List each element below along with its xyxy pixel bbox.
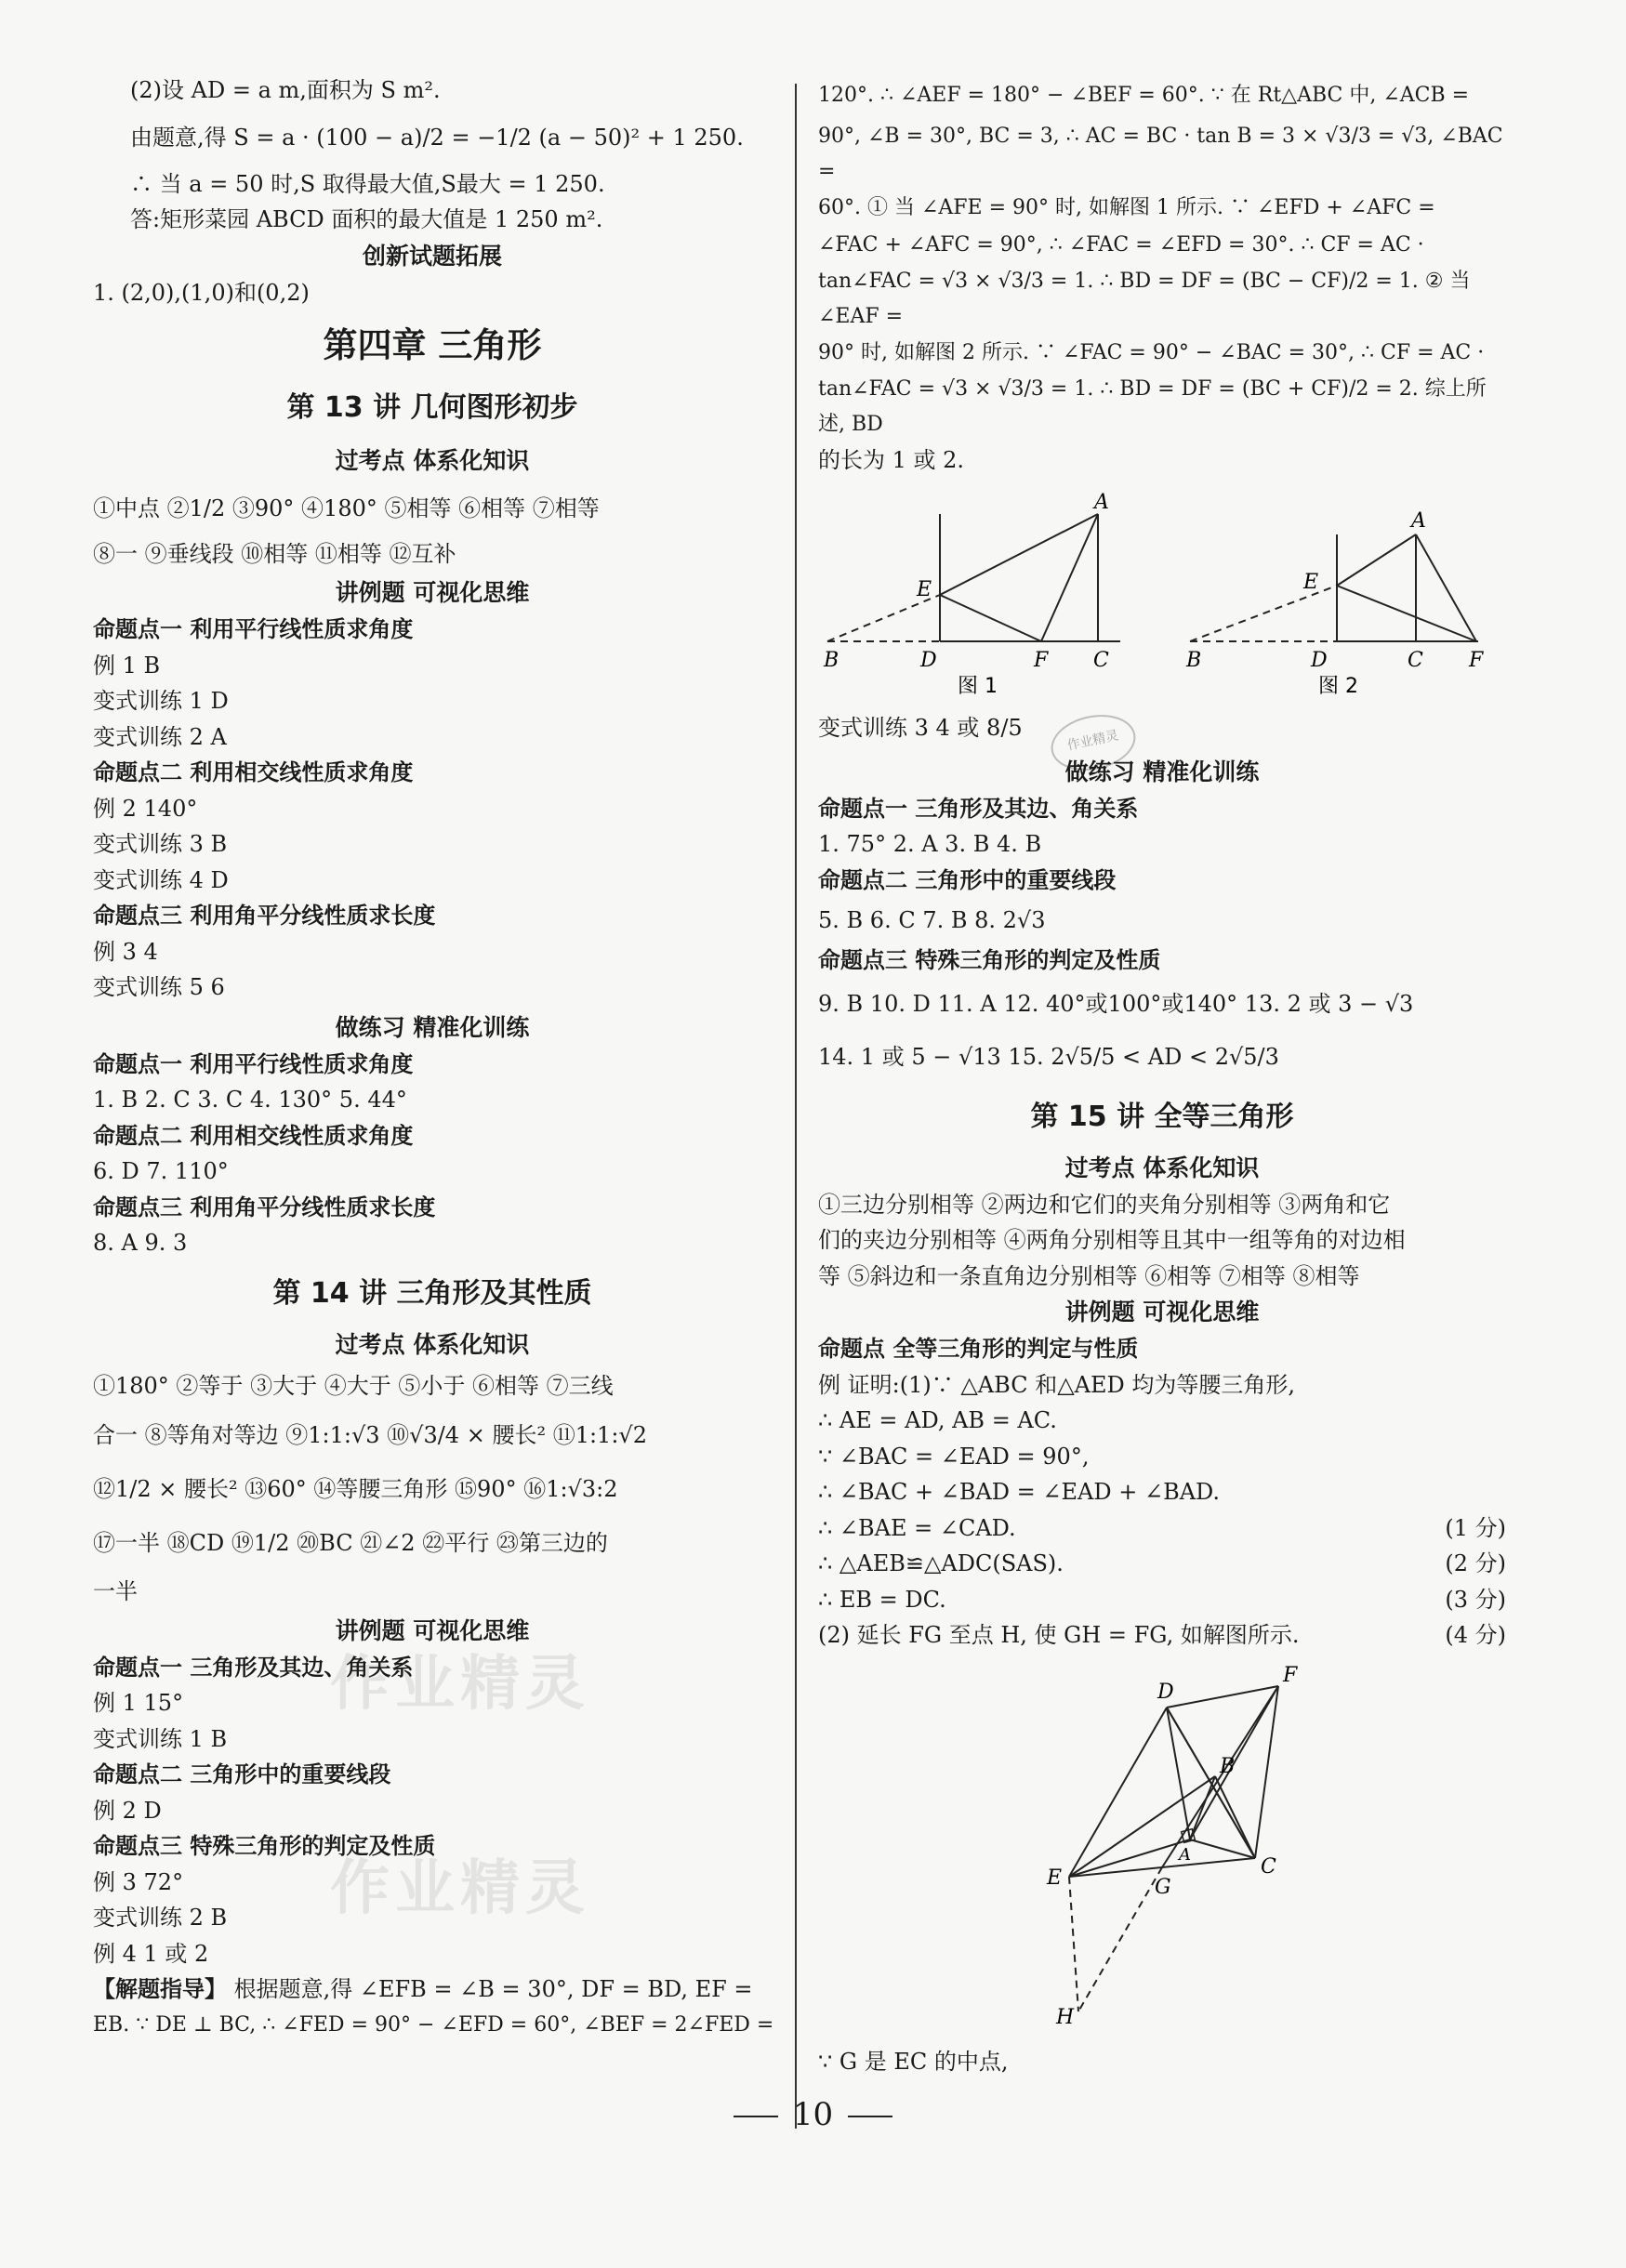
- section-title: 过考点 体系化知识: [1064, 1154, 1260, 1181]
- answer-line: 变式训练 2 B: [93, 1905, 228, 1931]
- proof-score: (1 分): [1445, 1514, 1506, 1541]
- proof-text: ∴ ∠BAC + ∠BAD = ∠EAD + ∠BAD.: [818, 1479, 1221, 1505]
- text-line: ∴ 当 a = 50 时,S 取得最大值,S最大 = 1 250.: [130, 170, 605, 197]
- topic-heading: 命题点三 特殊三角形的判定及性质: [93, 1833, 436, 1859]
- fig1-label-a: A: [1094, 490, 1109, 514]
- answer-line: 6. D 7. 110°: [93, 1158, 229, 1184]
- fig1-label-c: C: [1093, 648, 1109, 672]
- topic-heading: 命题点二 三角形中的重要线段: [818, 866, 1117, 893]
- answer-line: 变式训练 4 D: [93, 866, 229, 893]
- fig2-label-b: B: [1186, 648, 1202, 672]
- topic-heading: 命题点一 利用平行线性质求角度: [93, 616, 414, 642]
- answer-line: 例 3 72°: [93, 1868, 184, 1895]
- answer-line: 变式训练 3 4 或 8/5: [818, 714, 1023, 741]
- watermark-2: 作业精灵: [330, 1854, 590, 1923]
- proof-line: [818, 1403, 1506, 1439]
- topic-heading: 命题点三 利用角平分线性质求长度: [93, 903, 436, 929]
- guide-line: 90° 时, 如解图 2 所示. ∵ ∠FAC = 90° − ∠BAC = 30°, ∴ CF = AC ·: [818, 341, 1485, 364]
- section-title: 做练习 精准化训练: [335, 1013, 530, 1041]
- fig3-label-e: E: [1047, 1866, 1063, 1890]
- answer-line: 例 3 4: [93, 938, 158, 965]
- fig2-label-d: D: [1311, 648, 1328, 672]
- topic-heading: 命题点一 三角形及其边、角关系: [818, 795, 1139, 822]
- guide-line: [93, 1971, 772, 2008]
- text-line: 答:矩形菜园 ABCD 面积的最大值是 1 250 m².: [130, 206, 603, 232]
- text-line: ⑰一半 ⑱CD ⑲1/2 ⑳BC ㉑∠2 ㉒平行 ㉓第三边的: [93, 1529, 608, 1556]
- stamp: 作业精灵: [1046, 707, 1141, 778]
- proof-text: (2) 延长 FG 至点 H, 使 GH = FG, 如解图所示.: [818, 1622, 1300, 1648]
- answer-line: 例 2 140°: [93, 795, 198, 822]
- answer-line: 9. B 10. D 11. A 12. 40°或100°或140° 13. 2 或 3 − √3: [818, 990, 1414, 1017]
- fig2-label-c: C: [1408, 648, 1423, 672]
- section-title: 讲例题 可视化思维: [1064, 1299, 1260, 1325]
- fig1-caption: 图 1: [958, 674, 998, 698]
- proof-line: [818, 1617, 1506, 1654]
- topic-heading: 命题点一 利用平行线性质求角度: [93, 1050, 414, 1077]
- solution-figures: [818, 479, 1506, 702]
- text-line: 1. (2,0),(1,0)和(0,2): [93, 279, 310, 306]
- fig2-label-f: F: [1469, 648, 1484, 672]
- answer-line: 变式训练 1 D: [93, 688, 229, 714]
- answer-line: 变式训练 3 B: [93, 831, 228, 857]
- proof-line: [818, 1474, 1506, 1510]
- answer-line: 变式训练 2 A: [93, 723, 227, 750]
- fig3-label-g: G: [1155, 1875, 1171, 1899]
- proof-text: ∴ ∠BAE = ∠CAD.: [818, 1514, 1016, 1541]
- proof-score: (4 分): [1445, 1622, 1506, 1648]
- answer-line: 例 1 B: [93, 652, 161, 679]
- topic-heading: 命题点二 利用相交线性质求角度: [93, 1122, 414, 1149]
- topic-heading: 命题点三 特殊三角形的判定及性质: [818, 947, 1161, 973]
- text-line: ⑧一 ⑨垂线段 ⑩相等 ⑪相等 ⑫互补: [93, 541, 456, 567]
- fig1-label-e: E: [917, 577, 932, 601]
- fig3-label-b: B: [1220, 1754, 1236, 1778]
- page-number-value: 10: [792, 2096, 834, 2133]
- section-title: 创新试题拓展: [362, 242, 502, 270]
- fig2-label-a: A: [1411, 508, 1426, 533]
- left-column: [93, 73, 772, 2043]
- fig1-label-f: F: [1034, 648, 1049, 672]
- text-line: 们的夹边分别相等 ④两角分别相等且其中一组等角的对边相: [818, 1227, 1406, 1253]
- guide-line: 120°. ∴ ∠AEF = 180° − ∠BEF = 60°. ∵ 在 Rt△ABC 中, ∠ACB =: [818, 84, 1470, 107]
- proof-line: [818, 1439, 1506, 1475]
- section-title: 讲例题 可视化思维: [335, 579, 530, 606]
- page-number: [0, 2096, 1626, 2133]
- guide-line: ∠FAC + ∠AFC = 90°, ∴ ∠FAC = ∠EFD = 30°. ∴ CF = AC ·: [818, 233, 1424, 257]
- proof-figure: [818, 1654, 1506, 2044]
- fig1-label-d: D: [920, 648, 937, 672]
- topic-heading: 命题点 全等三角形的判定与性质: [818, 1336, 1139, 1362]
- guide-line: tan∠FAC = √3 × √3/3 = 1. ∴ BD = DF = (BC − CF)/2 = 1. ② 当 ∠EAF =: [818, 270, 1471, 328]
- chapter-title: 第四章 三角形: [323, 325, 542, 365]
- proof-score: (3 分): [1445, 1586, 1506, 1613]
- answer-line: 1. 75° 2. A 3. B 4. B: [818, 831, 1042, 857]
- lesson-title: 第 14 讲 三角形及其性质: [272, 1276, 592, 1310]
- guide-line: 60°. ① 当 ∠AFE = 90° 时, 如解图 1 所示. ∵ ∠EFD + ∠AFC =: [818, 196, 1435, 219]
- section-title: 讲例题 可视化思维: [335, 1616, 530, 1644]
- column-divider: [795, 84, 797, 2129]
- topic-heading: 命题点二 利用相交线性质求角度: [93, 759, 414, 785]
- fig3-label-f: F: [1283, 1663, 1298, 1687]
- watermark-1: 作业精灵: [330, 1650, 590, 1719]
- proof-text: ∴ AE = AD, AB = AC.: [818, 1407, 1057, 1433]
- section-title: 过考点 体系化知识: [335, 1330, 530, 1358]
- section-title: 过考点 体系化知识: [335, 447, 530, 474]
- proof-line: [818, 1582, 1506, 1618]
- guide-line: 的长为 1 或 2.: [818, 447, 965, 473]
- text-line: (2)设 AD = a m,面积为 S m².: [130, 77, 441, 103]
- guide-line: 90°, ∠B = 30°, BC = 3, ∴ AC = BC · tan B = 3 × √3/3 = √3, ∠BAC =: [818, 125, 1503, 183]
- answer-line: 例 1 15°: [93, 1690, 184, 1716]
- topic-heading: 命题点二 三角形中的重要线段: [93, 1761, 391, 1787]
- figure-1: [823, 491, 1120, 698]
- proof-text: ∴ EB = DC.: [818, 1586, 946, 1613]
- answer-line: 5. B 6. C 7. B 8. 2√3: [818, 907, 1046, 933]
- answer-line: 变式训练 5 6: [93, 974, 225, 1000]
- text-line: 合一 ⑧等角对等边 ⑨1:1:√3 ⑩√3/4 × 腰长² ⑪1:1:√2: [93, 1421, 647, 1448]
- text-line: ①三边分别相等 ②两边和它们的夹角分别相等 ③两角和它: [818, 1191, 1391, 1218]
- guide-line: tan∠FAC = √3 × √3/3 = 1. ∴ BD = DF = (BC + CF)/2 = 2. 综上所述, BD: [818, 377, 1487, 436]
- answer-line: 变式训练 1 B: [93, 1725, 228, 1752]
- text-line: ①180° ②等于 ③大于 ④大于 ⑤小于 ⑥相等 ⑦三线: [93, 1372, 614, 1399]
- text-line: 一半: [93, 1577, 138, 1604]
- text-line: ∵ G 是 EC 的中点,: [818, 2048, 1009, 2075]
- answer-line: 例 2 D: [93, 1797, 162, 1824]
- guide-text: 根据题意,得 ∠EFB = ∠B = 30°, DF = BD, EF =: [233, 1976, 753, 2002]
- proof-text: ∵ ∠BAC = ∠EAD = 90°,: [818, 1443, 1090, 1470]
- fig1-label-b: B: [824, 648, 839, 672]
- text-line: 由题意,得 S = a · (100 − a)/2 = −1/2 (a − 50)² + 1 250.: [130, 124, 744, 151]
- fig2-label-e: E: [1303, 570, 1319, 594]
- text-line: ⑫1/2 × 腰长² ⑬60° ⑭等腰三角形 ⑮90° ⑯1:√3:2: [93, 1475, 618, 1502]
- lesson-title: 第 15 讲 全等三角形: [1030, 1100, 1294, 1133]
- fig3-label-d: D: [1157, 1680, 1174, 1704]
- fig3-label-h: H: [1056, 2005, 1075, 2029]
- proof-score: (2 分): [1445, 1550, 1506, 1576]
- section-title: 做练习 精准化训练: [1064, 758, 1260, 785]
- answer-line: 1. B 2. C 3. C 4. 130° 5. 44°: [93, 1087, 407, 1113]
- topic-heading: 命题点三 利用角平分线性质求长度: [93, 1193, 436, 1220]
- fig3-label-a: A: [1179, 1844, 1191, 1865]
- proof-line: [818, 1367, 1506, 1404]
- answer-line: 例 4 1 或 2: [93, 1940, 209, 1967]
- fig3-label-c: C: [1261, 1854, 1276, 1879]
- right-column: [818, 73, 1506, 2079]
- guide-label: 【解题指导】: [93, 1976, 227, 2002]
- figure-2: [1185, 509, 1484, 698]
- text-line: 等 ⑤斜边和一条直角边分别相等 ⑥相等 ⑦相等 ⑧相等: [818, 1262, 1360, 1289]
- proof-text: 例 证明:(1)∵ △ABC 和△AED 均为等腰三角形,: [818, 1371, 1296, 1398]
- fig2-caption: 图 2: [1318, 674, 1358, 698]
- guide-line: EB. ∵ DE ⊥ BC, ∴ ∠FED = 90° − ∠EFD = 60°, ∠BEF = 2∠FED =: [93, 2012, 774, 2037]
- text-line: ①中点 ②1/2 ③90° ④180° ⑤相等 ⑥相等 ⑦相等: [93, 495, 600, 521]
- proof-text: ∴ △AEB≌△ADC(SAS).: [818, 1550, 1064, 1576]
- lesson-title: 第 13 讲 几何图形初步: [286, 391, 578, 424]
- proof-line: [818, 1510, 1506, 1547]
- page-dash-right: [848, 2116, 892, 2117]
- answer-line: 8. A 9. 3: [93, 1230, 188, 1256]
- answer-line: 14. 1 或 5 − √13 15. 2√5/5 < AD < 2√5/3: [818, 1043, 1279, 1070]
- page-dash-left: [734, 2116, 778, 2117]
- topic-heading: 命题点一 三角形及其边、角关系: [93, 1654, 414, 1681]
- proof-line: [818, 1546, 1506, 1582]
